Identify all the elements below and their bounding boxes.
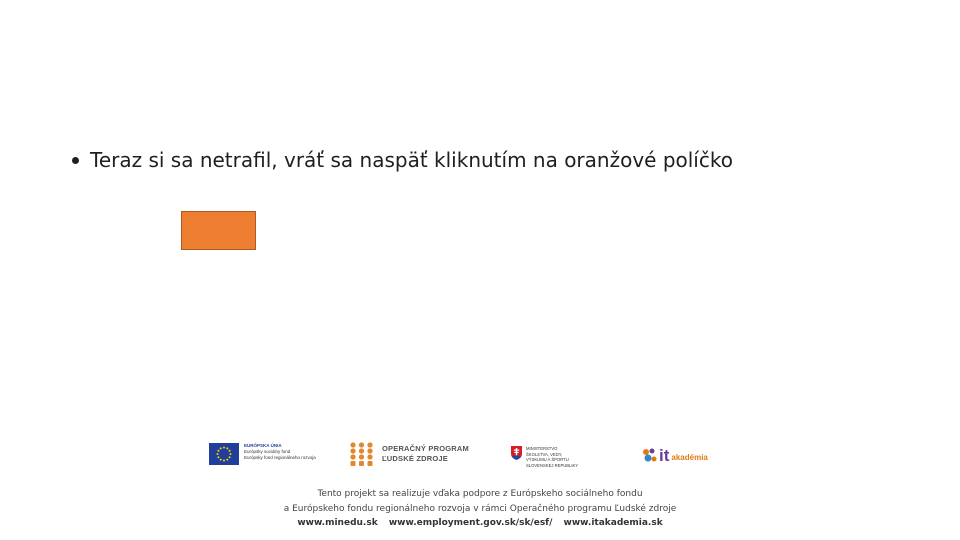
itakademia-logo xyxy=(642,447,708,465)
op-logo xyxy=(349,441,469,467)
ministry-line3: VÝSKUMU A ŠPORTU xyxy=(526,457,569,462)
ministry-logo xyxy=(511,446,578,468)
ministry-line2: ŠKOLSTVA, VEDY, xyxy=(526,451,563,457)
it-mark-text: it xyxy=(659,446,670,465)
eu-title: EURÓPSKA ÚNIA xyxy=(244,443,282,448)
it-sub-text: akadémia xyxy=(671,453,708,462)
bullet-item xyxy=(72,148,733,172)
eu-logo xyxy=(209,443,316,465)
it-bubbles-icon xyxy=(642,447,658,465)
bullet-text: Teraz si sa netrafil, vráť sa naspäť kliknutím na oranžové políčko xyxy=(90,148,733,172)
orange-back-button[interactable] xyxy=(181,211,256,250)
footer-links xyxy=(0,516,960,531)
op-line2: ĽUDSKÉ ZDROJE xyxy=(382,454,448,463)
eu-flag-icon xyxy=(209,443,239,465)
footer-line2: a Európskeho fondu regionálneho rozvoja v rámci Operačného programu Ľudské zdroje xyxy=(283,503,677,514)
employment-link[interactable]: www.employment.gov.sk/sk/esf/ xyxy=(388,518,553,528)
bullet-dot-icon xyxy=(72,157,79,164)
op-line1: OPERAČNÝ PROGRAM xyxy=(382,444,469,453)
eu-line1: Európsky sociálny fond xyxy=(244,449,291,454)
op-dots-icon xyxy=(349,441,374,467)
itakademia-link[interactable]: www.itakademia.sk xyxy=(563,518,663,528)
footer-line1: Tento projekt sa realizuje vďaka podpore z Európskeho sociálneho fondu xyxy=(317,489,643,499)
eu-line2: Európsky fond regionálneho rozvoja xyxy=(244,455,316,460)
ministry-line1: MINISTERSTVO xyxy=(526,446,558,451)
minedu-link[interactable]: www.minedu.sk xyxy=(297,518,378,528)
footer xyxy=(0,487,960,531)
ministry-line4: SLOVENSKEJ REPUBLIKY xyxy=(526,462,579,468)
slovak-crest-icon xyxy=(511,446,522,460)
logo-strip xyxy=(0,437,960,477)
